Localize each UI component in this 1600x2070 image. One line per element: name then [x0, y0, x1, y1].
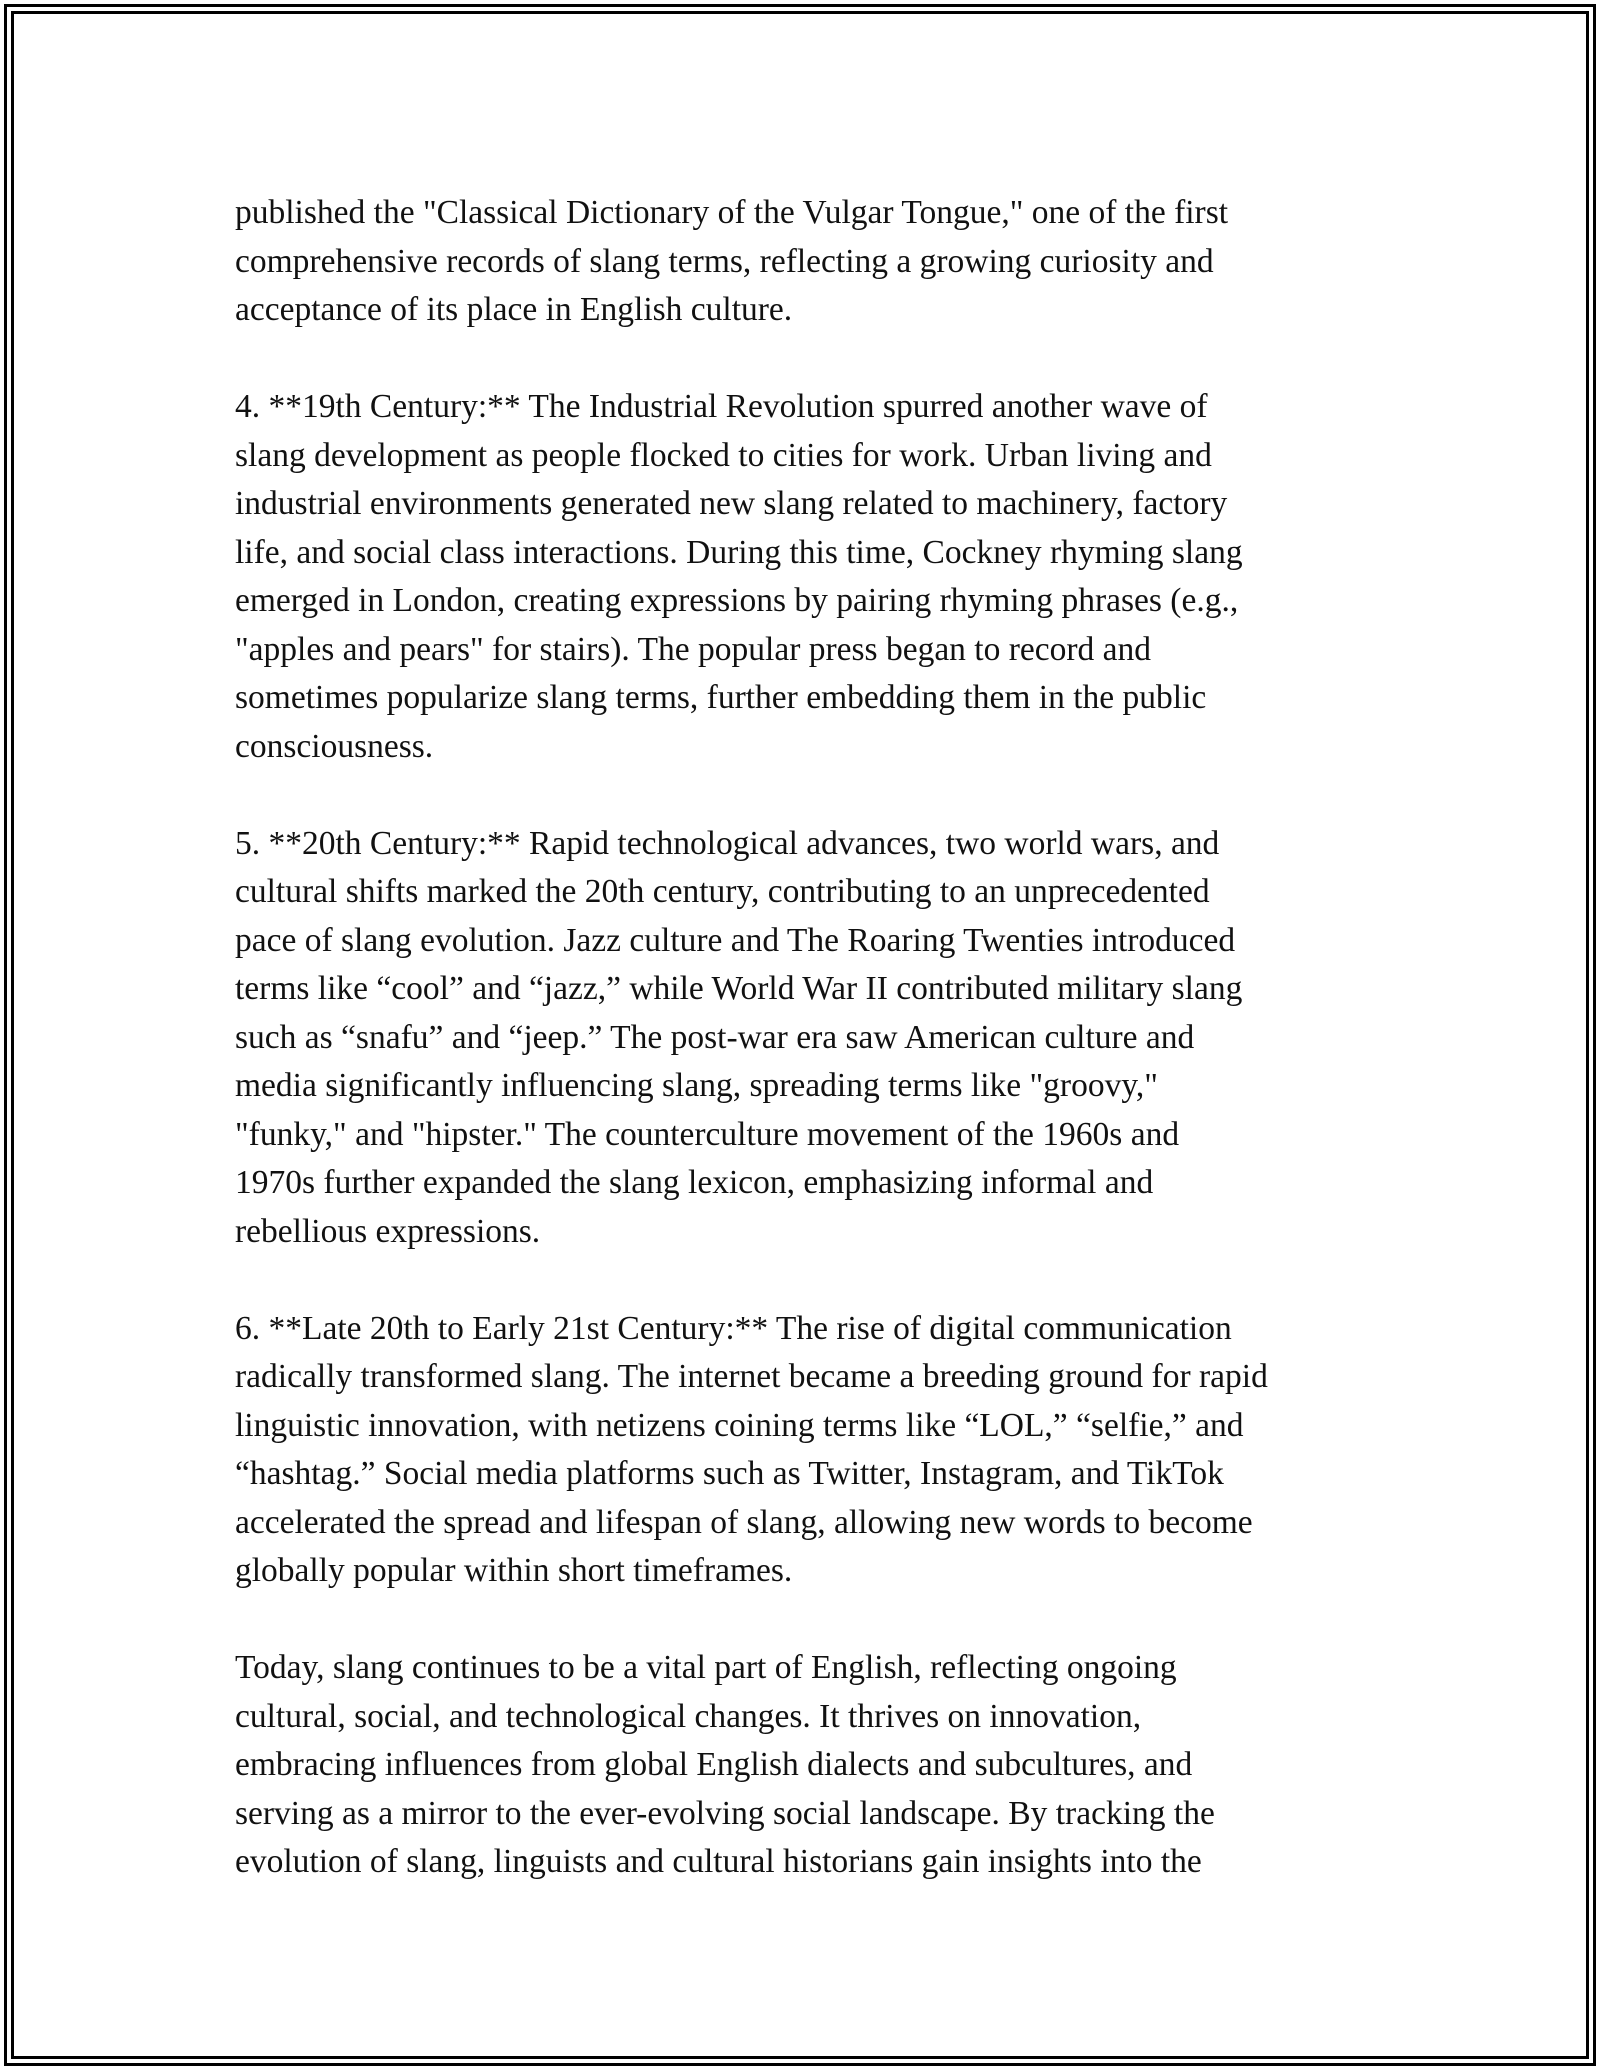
- text-line: embracing influences from global English dialects and subcultures, and: [235, 1746, 1193, 1783]
- text-line: 6. **Late 20th to Early 21st Century:** The rise of digital communication: [235, 1309, 1232, 1347]
- paragraph: [235, 1644, 1385, 1887]
- text-line: 5. **20th Century:** Rapid technological advances, two world wars, and: [235, 824, 1220, 862]
- text-line: industrial environments generated new slang related to machinery, factory: [235, 485, 1228, 522]
- paragraph: [235, 1305, 1385, 1596]
- text-line: rebellious expressions.: [235, 1212, 541, 1250]
- text-line: terms like “cool” and “jazz,” while World War II contributed military slang: [235, 970, 1243, 1007]
- text-line: published the "Classical Dictionary of the Vulgar Tongue," one of the first: [235, 194, 1229, 231]
- document-body: [235, 189, 1385, 1887]
- text-line: consciousness.: [235, 727, 434, 765]
- text-line: sometimes popularize slang terms, further embedding them in the public: [235, 679, 1207, 716]
- text-line: Today, slang continues to be a vital part of English, reflecting ongoing: [235, 1649, 1177, 1686]
- text-line: radically transformed slang. The internet became a breeding ground for rapid: [235, 1358, 1268, 1395]
- paragraph: [235, 189, 1385, 335]
- text-line: "apples and pears" for stairs). The popular press began to record and: [235, 630, 1152, 668]
- text-line: cultural shifts marked the 20th century, contributing to an unprecedented: [235, 873, 1210, 910]
- text-line: accelerated the spread and lifespan of slang, allowing new words to become: [235, 1503, 1253, 1541]
- text-line: serving as a mirror to the ever-evolving social landscape. By tracking the: [235, 1794, 1215, 1832]
- text-line: life, and social class interactions. During this time, Cockney rhyming slang: [235, 533, 1243, 571]
- paragraph: [235, 820, 1385, 1257]
- text-line: 4. **19th Century:** The Industrial Revolution spurred another wave of: [235, 388, 1208, 425]
- text-line: 1970s further expanded the slang lexicon, emphasizing informal and: [235, 1164, 1154, 1201]
- text-line: media significantly influencing slang, spreading terms like "groovy,": [235, 1067, 1158, 1104]
- text-line: such as “snafu” and “jeep.” The post-war era saw American culture and: [235, 1018, 1195, 1056]
- text-line: “hashtag.” Social media platforms such as Twitter, Instagram, and TikTok: [235, 1455, 1224, 1492]
- text-line: emerged in London, creating expressions by pairing rhyming phrases (e.g.,: [235, 582, 1239, 619]
- text-line: evolution of slang, linguists and cultural historians gain insights into the: [235, 1843, 1202, 1880]
- text-line: globally popular within short timeframes.: [235, 1552, 793, 1589]
- text-line: acceptance of its place in English culture.: [235, 291, 793, 328]
- paragraph: [235, 383, 1385, 771]
- text-line: slang development as people flocked to cities for work. Urban living and: [235, 436, 1212, 474]
- text-line: pace of slang evolution. Jazz culture and The Roaring Twenties introduced: [235, 921, 1236, 959]
- text-line: linguistic innovation, with netizens coining terms like “LOL,” “selfie,” and: [235, 1406, 1244, 1444]
- text-line: cultural, social, and technological changes. It thrives on innovation,: [235, 1697, 1142, 1735]
- text-line: comprehensive records of slang terms, reflecting a growing curiosity and: [235, 242, 1214, 280]
- text-line: "funky," and "hipster." The counterculture movement of the 1960s and: [235, 1115, 1180, 1153]
